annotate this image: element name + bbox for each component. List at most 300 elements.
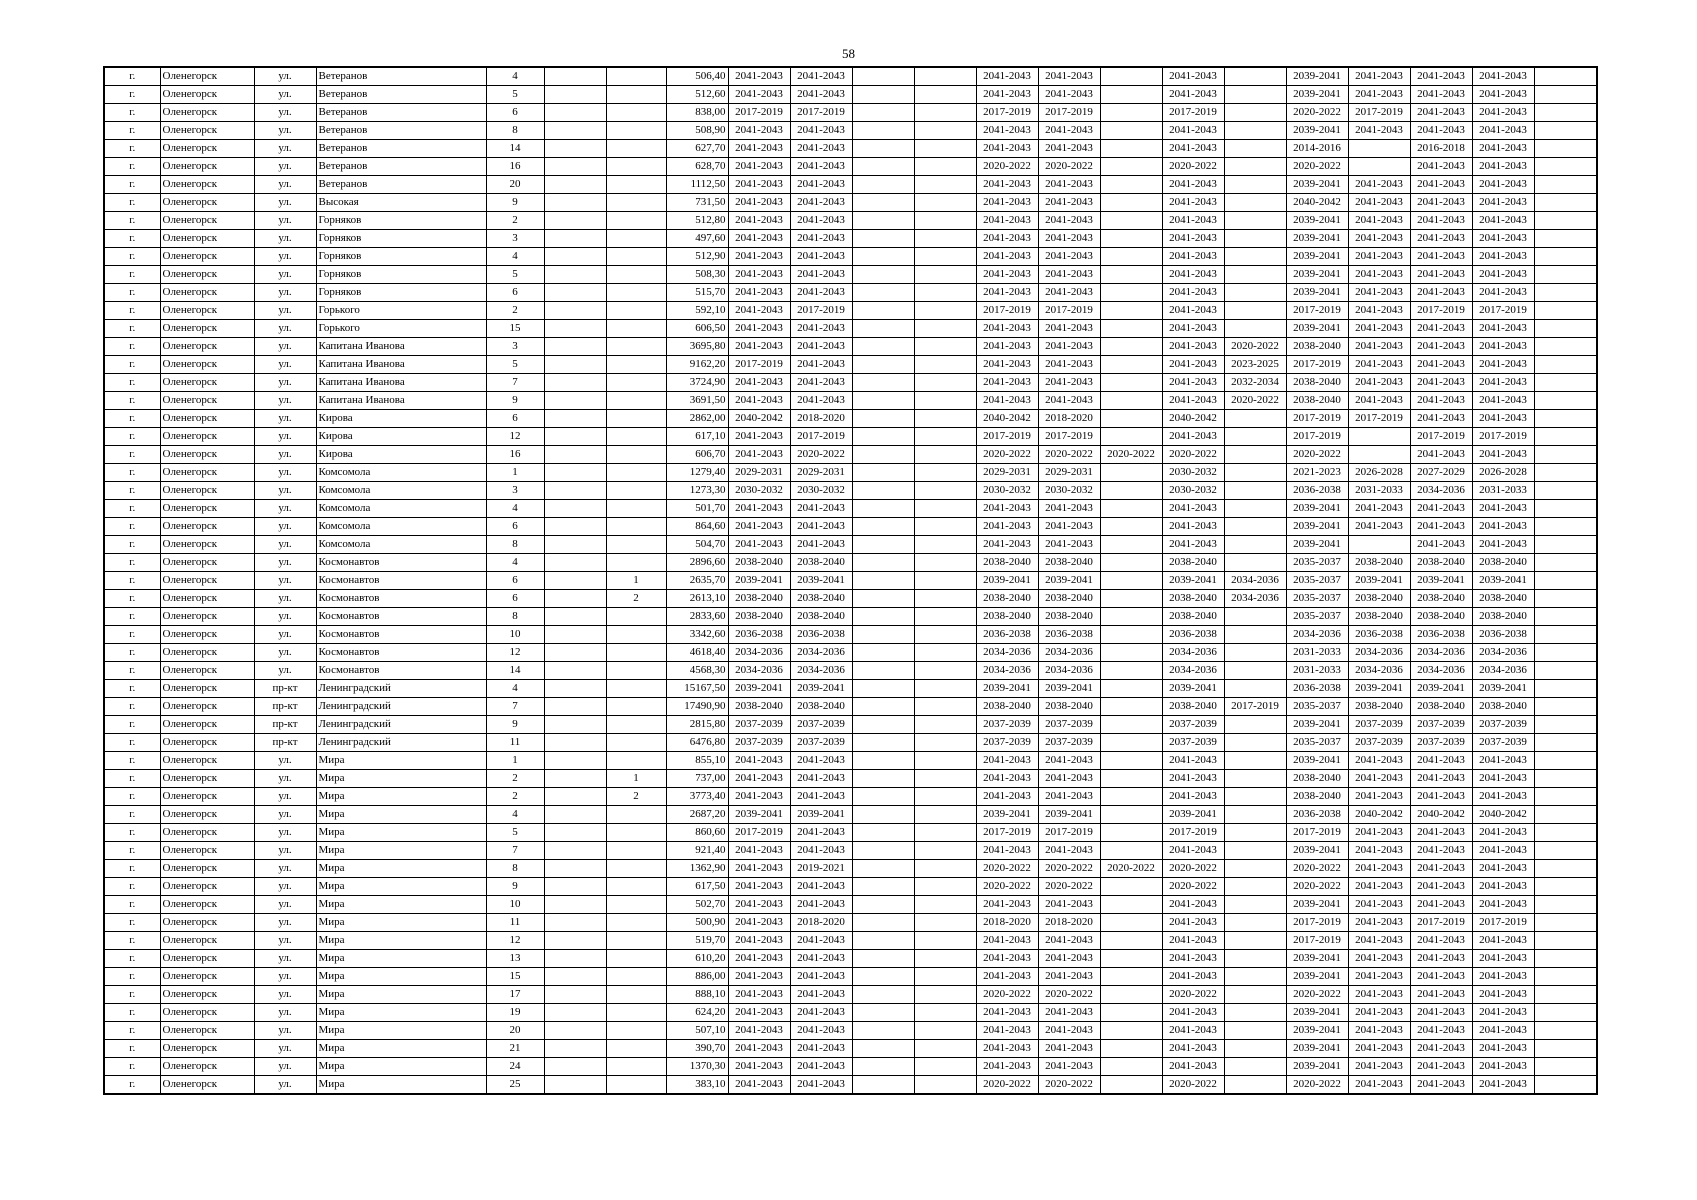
table-cell: 5: [486, 266, 544, 284]
table-cell: [1100, 230, 1162, 248]
table-cell: Мира: [316, 752, 486, 770]
table-row: [104, 950, 1597, 968]
table-cell: 12: [486, 428, 544, 446]
table-cell: [1534, 140, 1597, 158]
table-cell: [1224, 968, 1286, 986]
table-cell: [914, 140, 976, 158]
table-cell: 2017-2019: [1286, 914, 1348, 932]
table-cell: 20: [486, 1022, 544, 1040]
table-cell: г.: [104, 698, 160, 716]
table-cell: [544, 86, 606, 104]
table-row: [104, 914, 1597, 932]
table-cell: Мира: [316, 788, 486, 806]
table-cell: Мира: [316, 1058, 486, 1076]
table-cell: 2041-2043: [1162, 86, 1224, 104]
table-cell: 2041-2043: [1162, 968, 1224, 986]
table-cell: Ветеранов: [316, 158, 486, 176]
table-cell: 2041-2043: [728, 86, 790, 104]
table-cell: г.: [104, 248, 160, 266]
table-cell: 2041-2043: [1348, 212, 1410, 230]
table-cell: 2041-2043: [790, 392, 852, 410]
table-cell: Оленегорск: [160, 662, 254, 680]
table-cell: 2038-2040: [728, 698, 790, 716]
table-cell: 2017-2019: [976, 428, 1038, 446]
table-cell: 2041-2043: [1038, 338, 1100, 356]
table-cell: Оленегорск: [160, 374, 254, 392]
table-cell: г.: [104, 518, 160, 536]
table-cell: 2034-2036: [728, 644, 790, 662]
table-cell: 2041-2043: [1162, 212, 1224, 230]
table-cell: 1: [486, 752, 544, 770]
table-row: [104, 644, 1597, 662]
table-cell: [1100, 698, 1162, 716]
table-cell: [1224, 230, 1286, 248]
table-row: [104, 572, 1597, 590]
table-cell: 2037-2039: [976, 734, 1038, 752]
table-cell: 2041-2043: [976, 356, 1038, 374]
table-cell: Горняков: [316, 212, 486, 230]
table-cell: 2041-2043: [1038, 1058, 1100, 1076]
table-cell: Оленегорск: [160, 536, 254, 554]
table-cell: 2030-2032: [1038, 482, 1100, 500]
table-cell: Космонавтов: [316, 644, 486, 662]
table-row: [104, 1004, 1597, 1022]
table-row: [104, 284, 1597, 302]
table-cell: 2041-2043: [728, 788, 790, 806]
table-cell: [544, 140, 606, 158]
table-cell: 2041-2043: [1472, 536, 1534, 554]
table-cell: [1534, 554, 1597, 572]
table-cell: [914, 212, 976, 230]
table-cell: 2041-2043: [790, 842, 852, 860]
table-cell: 2041-2043: [1162, 230, 1224, 248]
table-cell: 15: [486, 320, 544, 338]
table-cell: [914, 356, 976, 374]
table-cell: 2041-2043: [1472, 1040, 1534, 1058]
table-cell: 2041-2043: [790, 176, 852, 194]
table-cell: ул.: [254, 986, 316, 1004]
table-cell: 2: [486, 212, 544, 230]
table-cell: 2041-2043: [1472, 392, 1534, 410]
table-cell: г.: [104, 842, 160, 860]
table-cell: 2036-2038: [1472, 626, 1534, 644]
table-cell: 2017-2019: [1038, 428, 1100, 446]
table-cell: 2039-2041: [1162, 572, 1224, 590]
table-cell: 2041-2043: [1472, 230, 1534, 248]
table-cell: [1534, 104, 1597, 122]
table-cell: 512,80: [666, 212, 728, 230]
table-cell: ул.: [254, 86, 316, 104]
table-cell: 2020-2022: [976, 1076, 1038, 1095]
table-cell: 2034-2036: [1472, 662, 1534, 680]
table-row: [104, 860, 1597, 878]
table-cell: ул.: [254, 410, 316, 428]
table-cell: Комсомола: [316, 518, 486, 536]
table-cell: [1534, 788, 1597, 806]
table-cell: [1224, 194, 1286, 212]
table-cell: [544, 176, 606, 194]
table-cell: г.: [104, 644, 160, 662]
table-cell: 3773,40: [666, 788, 728, 806]
table-cell: 2635,70: [666, 572, 728, 590]
table-cell: [852, 482, 914, 500]
table-cell: 3: [486, 230, 544, 248]
table-cell: 2041-2043: [790, 122, 852, 140]
table-cell: 2041-2043: [728, 158, 790, 176]
table-cell: 2039-2041: [1286, 752, 1348, 770]
table-cell: 2041-2043: [976, 392, 1038, 410]
table-cell: 7: [486, 374, 544, 392]
table-cell: [1534, 410, 1597, 428]
table-cell: [544, 320, 606, 338]
table-cell: 2017-2019: [790, 302, 852, 320]
table-cell: Оленегорск: [160, 878, 254, 896]
table-cell: [1534, 428, 1597, 446]
table-cell: [606, 212, 666, 230]
table-cell: [1534, 608, 1597, 626]
table-cell: [914, 464, 976, 482]
table-cell: 737,00: [666, 770, 728, 788]
table-row: [104, 788, 1597, 806]
table-cell: 2041-2043: [728, 320, 790, 338]
table-cell: 2041-2043: [1348, 950, 1410, 968]
table-cell: [1100, 752, 1162, 770]
table-cell: 2041-2043: [728, 1022, 790, 1040]
table-cell: [914, 158, 976, 176]
table-cell: 2041-2043: [1410, 986, 1472, 1004]
table-cell: [544, 860, 606, 878]
table-cell: [544, 698, 606, 716]
table-cell: Горняков: [316, 284, 486, 302]
table-cell: 2038-2040: [1410, 698, 1472, 716]
table-cell: 11: [486, 734, 544, 752]
table-cell: 512,60: [666, 86, 728, 104]
table-cell: Оленегорск: [160, 1004, 254, 1022]
table-cell: Мира: [316, 770, 486, 788]
table-cell: 519,70: [666, 932, 728, 950]
table-cell: 2041-2043: [1410, 320, 1472, 338]
table-cell: 2041-2043: [1348, 770, 1410, 788]
table-cell: Оленегорск: [160, 410, 254, 428]
table-cell: 9162,20: [666, 356, 728, 374]
table-cell: 2041-2043: [1410, 878, 1472, 896]
table-cell: 2017-2019: [1162, 104, 1224, 122]
table-cell: 2039-2041: [1286, 1040, 1348, 1058]
table-cell: ул.: [254, 212, 316, 230]
table-cell: [1224, 320, 1286, 338]
table-cell: 2041-2043: [1162, 194, 1224, 212]
table-cell: 2041-2043: [976, 194, 1038, 212]
table-cell: 2041-2043: [1410, 824, 1472, 842]
table-cell: 2041-2043: [790, 230, 852, 248]
table-cell: [1534, 932, 1597, 950]
table-cell: [1100, 1022, 1162, 1040]
table-cell: 8: [486, 860, 544, 878]
table-cell: 2039-2041: [790, 680, 852, 698]
table-cell: г.: [104, 194, 160, 212]
table-cell: [606, 67, 666, 86]
table-cell: [1534, 1004, 1597, 1022]
table-cell: 2041-2043: [1038, 140, 1100, 158]
table-cell: [1534, 1058, 1597, 1076]
table-row: [104, 680, 1597, 698]
table-cell: Ветеранов: [316, 104, 486, 122]
table-cell: [914, 626, 976, 644]
table-cell: 2038-2040: [728, 590, 790, 608]
table-cell: Оленегорск: [160, 752, 254, 770]
table-cell: 2038-2040: [976, 698, 1038, 716]
table-cell: 2041-2043: [1348, 896, 1410, 914]
table-cell: [1534, 1076, 1597, 1095]
table-cell: 2034-2036: [1472, 644, 1534, 662]
table-cell: 2039-2041: [728, 680, 790, 698]
table-cell: Оленегорск: [160, 320, 254, 338]
table-cell: 2041-2043: [1162, 284, 1224, 302]
table-cell: [1100, 896, 1162, 914]
table-cell: 2029-2031: [790, 464, 852, 482]
table-cell: 2020-2022: [1038, 860, 1100, 878]
table-cell: 2041-2043: [1348, 1004, 1410, 1022]
table-cell: Ветеранов: [316, 67, 486, 86]
table-cell: [914, 1076, 976, 1095]
table-cell: [914, 608, 976, 626]
table-cell: 2037-2039: [1038, 716, 1100, 734]
table-cell: 2041-2043: [1038, 122, 1100, 140]
table-cell: [1100, 158, 1162, 176]
table-cell: [606, 284, 666, 302]
table-cell: 2041-2043: [790, 518, 852, 536]
table-cell: 2041-2043: [728, 500, 790, 518]
table-cell: 2041-2043: [790, 536, 852, 554]
table-cell: [544, 896, 606, 914]
table-cell: 2041-2043: [728, 230, 790, 248]
table-cell: 2041-2043: [1472, 968, 1534, 986]
table-cell: [606, 446, 666, 464]
table-cell: 2041-2043: [1162, 500, 1224, 518]
table-cell: Оленегорск: [160, 698, 254, 716]
table-cell: 2041-2043: [1162, 1004, 1224, 1022]
table-cell: [852, 428, 914, 446]
table-cell: г.: [104, 338, 160, 356]
table-cell: 2036-2038: [1286, 806, 1348, 824]
table-cell: [606, 716, 666, 734]
table-cell: ул.: [254, 1004, 316, 1022]
table-cell: 2030-2032: [728, 482, 790, 500]
table-cell: [852, 860, 914, 878]
table-cell: [914, 680, 976, 698]
table-cell: ул.: [254, 788, 316, 806]
table-cell: [544, 680, 606, 698]
table-cell: [606, 1076, 666, 1095]
table-cell: 1362,90: [666, 860, 728, 878]
table-cell: 5: [486, 824, 544, 842]
table-cell: г.: [104, 212, 160, 230]
table-cell: г.: [104, 356, 160, 374]
table-cell: 2038-2040: [790, 590, 852, 608]
table-cell: 2041-2043: [1410, 1076, 1472, 1095]
table-cell: 2041-2043: [1472, 176, 1534, 194]
table-cell: Оленегорск: [160, 572, 254, 590]
table-cell: ул.: [254, 932, 316, 950]
table-cell: [852, 536, 914, 554]
table-cell: 2041-2043: [728, 1058, 790, 1076]
table-cell: [1100, 842, 1162, 860]
table-cell: 2039-2041: [790, 806, 852, 824]
table-cell: 2017-2019: [1038, 824, 1100, 842]
table-cell: 2016-2018: [1410, 140, 1472, 158]
table-cell: [1534, 536, 1597, 554]
table-cell: 2041-2043: [976, 320, 1038, 338]
table-cell: [1534, 842, 1597, 860]
table-cell: [606, 338, 666, 356]
table-cell: [606, 140, 666, 158]
table-cell: [852, 356, 914, 374]
table-cell: 2041-2043: [728, 860, 790, 878]
table-cell: 3: [486, 482, 544, 500]
table-cell: [606, 104, 666, 122]
table-cell: 2020-2022: [1038, 986, 1100, 1004]
table-cell: [1224, 842, 1286, 860]
table-cell: [1534, 860, 1597, 878]
table-row: [104, 716, 1597, 734]
table-cell: 508,30: [666, 266, 728, 284]
table-cell: [914, 716, 976, 734]
table-cell: [852, 67, 914, 86]
table-cell: [1100, 554, 1162, 572]
table-cell: [852, 1076, 914, 1095]
table-cell: [1534, 986, 1597, 1004]
table-cell: [544, 500, 606, 518]
table-cell: [1100, 626, 1162, 644]
table-cell: г.: [104, 986, 160, 1004]
table-cell: 2041-2043: [1162, 428, 1224, 446]
table-cell: [1534, 662, 1597, 680]
table-cell: 2041-2043: [790, 67, 852, 86]
table-cell: [606, 914, 666, 932]
table-cell: Ветеранов: [316, 176, 486, 194]
table-cell: [606, 482, 666, 500]
table-cell: [544, 608, 606, 626]
table-cell: 2041-2043: [728, 986, 790, 1004]
table-cell: 2041-2043: [1472, 140, 1534, 158]
table-cell: [544, 878, 606, 896]
table-cell: г.: [104, 1022, 160, 1040]
table-cell: 2041-2043: [1162, 518, 1224, 536]
table-cell: [852, 608, 914, 626]
table-cell: 5: [486, 86, 544, 104]
table-cell: г.: [104, 392, 160, 410]
table-cell: Оленегорск: [160, 446, 254, 464]
table-cell: 2017-2019: [728, 104, 790, 122]
table-cell: [544, 1058, 606, 1076]
table-cell: [914, 752, 976, 770]
table-cell: 2017-2019: [1286, 410, 1348, 428]
table-cell: 2039-2041: [1286, 1058, 1348, 1076]
table-cell: 2041-2043: [1410, 230, 1472, 248]
table-cell: Мира: [316, 860, 486, 878]
table-cell: 2039-2041: [1472, 572, 1534, 590]
table-cell: [1534, 230, 1597, 248]
table-cell: [544, 248, 606, 266]
table-row: [104, 500, 1597, 518]
table-cell: 2035-2037: [1286, 572, 1348, 590]
table-cell: [606, 1022, 666, 1040]
table-cell: 2041-2043: [976, 176, 1038, 194]
table-cell: 2036-2038: [976, 626, 1038, 644]
table-cell: [914, 878, 976, 896]
table-cell: 2039-2041: [1286, 500, 1348, 518]
table-cell: 2041-2043: [728, 932, 790, 950]
table-cell: [544, 572, 606, 590]
table-cell: 2037-2039: [1472, 716, 1534, 734]
table-cell: [544, 464, 606, 482]
table-cell: 2035-2037: [1286, 698, 1348, 716]
table-cell: 2039-2041: [1286, 248, 1348, 266]
table-cell: ул.: [254, 1076, 316, 1095]
table-cell: [606, 752, 666, 770]
table-cell: [914, 104, 976, 122]
table-cell: 2041-2043: [1472, 1076, 1534, 1095]
table-cell: 2038-2040: [1410, 590, 1472, 608]
table-cell: [1534, 356, 1597, 374]
table-cell: 2041-2043: [728, 536, 790, 554]
table-cell: Кирова: [316, 428, 486, 446]
table-cell: 2038-2040: [1038, 698, 1100, 716]
table-cell: 2041-2043: [976, 338, 1038, 356]
table-cell: г.: [104, 410, 160, 428]
table-cell: 2041-2043: [1162, 356, 1224, 374]
table-cell: Кирова: [316, 410, 486, 428]
table-cell: г.: [104, 500, 160, 518]
table-cell: г.: [104, 968, 160, 986]
table-cell: 2039-2041: [1348, 680, 1410, 698]
table-cell: 2041-2043: [1410, 770, 1472, 788]
table-cell: 2041-2043: [1348, 248, 1410, 266]
table-cell: 2041-2043: [1038, 500, 1100, 518]
table-cell: 2038-2040: [1472, 590, 1534, 608]
table-cell: 2041-2043: [1472, 824, 1534, 842]
table-cell: [1534, 680, 1597, 698]
table-row: [104, 878, 1597, 896]
table-cell: [1224, 554, 1286, 572]
table-cell: 3342,60: [666, 626, 728, 644]
table-cell: 2038-2040: [1472, 698, 1534, 716]
table-cell: [852, 338, 914, 356]
table-cell: 2041-2043: [1410, 374, 1472, 392]
table-cell: [852, 968, 914, 986]
table-cell: 2041-2043: [790, 194, 852, 212]
table-row: [104, 176, 1597, 194]
table-cell: [1224, 644, 1286, 662]
table-cell: 14: [486, 140, 544, 158]
table-cell: [544, 392, 606, 410]
table-cell: 2041-2043: [1348, 1076, 1410, 1095]
table-cell: 1: [606, 572, 666, 590]
table-cell: г.: [104, 158, 160, 176]
table-cell: 9: [486, 194, 544, 212]
table-cell: 2041-2043: [1472, 338, 1534, 356]
table-cell: 2037-2039: [790, 734, 852, 752]
table-cell: [852, 284, 914, 302]
table-cell: 2020-2022: [1286, 878, 1348, 896]
table-cell: [914, 446, 976, 464]
table-cell: [914, 392, 976, 410]
table-cell: 2017-2019: [1348, 104, 1410, 122]
table-cell: Оленегорск: [160, 824, 254, 842]
table-cell: 886,00: [666, 968, 728, 986]
table-cell: ул.: [254, 896, 316, 914]
table-cell: [1100, 302, 1162, 320]
